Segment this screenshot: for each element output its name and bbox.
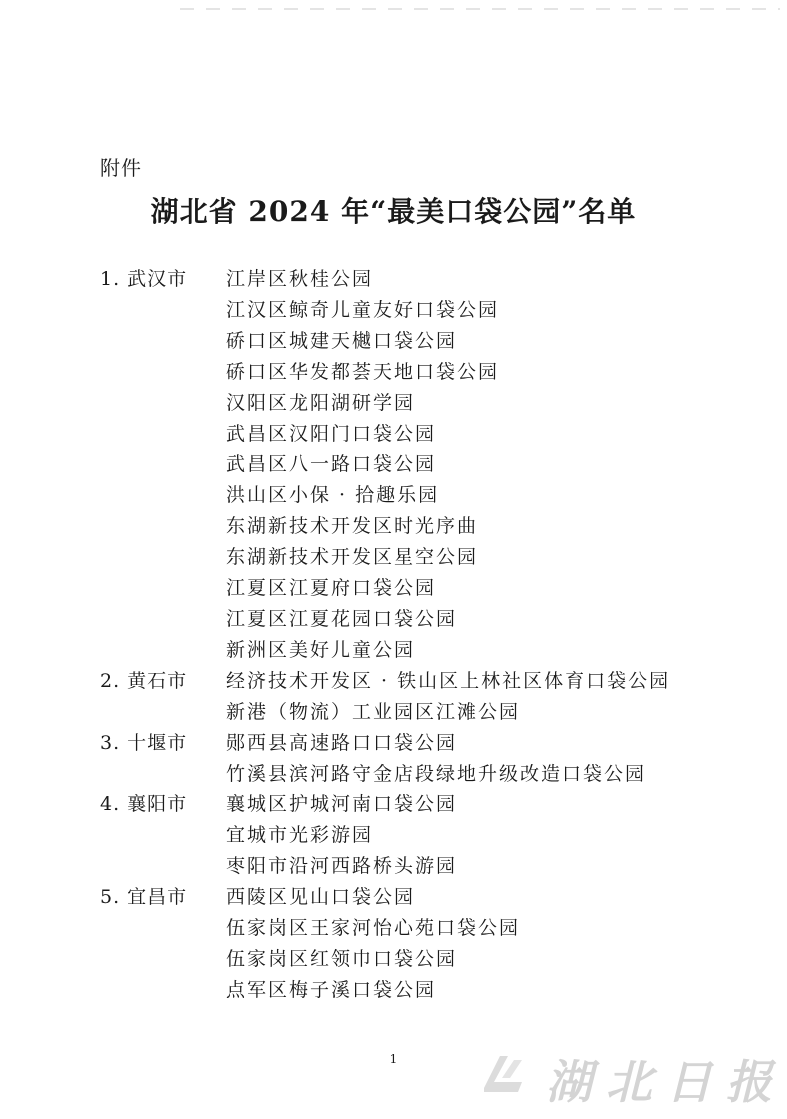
park-items [226,728,720,790]
city-group [100,882,720,1006]
park-item: 伍家岗区王家河怡心苑口袋公园 [226,917,521,940]
park-item: 东湖新技术开发区时光序曲 [226,515,479,538]
park-item: 江夏区江夏花园口袋公园 [226,607,458,630]
park-item: 宜城市光彩游园 [226,824,374,847]
city-name: 3. 十堰市 [100,731,188,754]
park-item: 东湖新技术开发区星空公园 [226,546,479,569]
park-item: 洪山区小保 · 拾趣乐园 [226,484,440,507]
park-item: 西陵区见山口袋公园 [226,886,416,909]
watermark [478,1042,786,1109]
city-group [100,264,720,666]
city-group [100,666,720,728]
city-group [100,728,720,790]
city-name: 1. 武汉市 [100,268,188,290]
park-item: 汉阳区龙阳湖研学园 [226,391,416,414]
park-items [226,789,720,882]
city-name: 5. 宜昌市 [100,886,188,909]
park-item: 硚口区华发都荟天地口袋公园 [226,360,500,383]
park-item: 武昌区汉阳门口袋公园 [226,422,437,445]
park-item: 硚口区城建天樾口袋公园 [226,329,458,352]
newspaper-logo-icon [478,1048,530,1100]
park-item: 襄城区护城河南口袋公园 [226,793,458,816]
park-item: 伍家岗区红领巾口袋公园 [226,947,458,970]
park-item: 武昌区八一路口袋公园 [226,453,437,476]
watermark-text: 湖北日报 [546,1055,786,1109]
park-items [226,666,720,728]
park-item: 江汉区鲸奇儿童友好口袋公园 [226,298,500,321]
city-name: 4. 襄阳市 [100,793,188,816]
park-list [100,264,720,1006]
park-item: 点军区梅子溪口袋公园 [226,978,437,1001]
park-item: 郧西县高速路口口袋公园 [226,731,458,754]
attachment-label: 附件 [100,156,142,180]
park-items [226,264,720,666]
park-item: 江岸区秋桂公园 [226,268,374,290]
park-item: 江夏区江夏府口袋公园 [226,577,437,600]
page-number: 1 [389,1052,398,1066]
park-item: 枣阳市沿河西路桥头游园 [226,855,458,878]
park-item: 经济技术开发区 · 铁山区上林社区体育口袋公园 [226,669,671,692]
park-item: 竹溪县滨河路守金店段绿地升级改造口袋公园 [226,762,647,785]
park-items [226,882,720,1006]
park-item: 新洲区美好儿童公园 [226,638,416,661]
scan-artifact-line [180,8,780,10]
document-title: 湖北省 2024 年“最美口袋公园”名单 [150,195,637,228]
park-item: 新港（物流）工业园区江滩公园 [226,700,521,723]
city-name: 2. 黄石市 [100,669,188,692]
city-group [100,789,720,882]
